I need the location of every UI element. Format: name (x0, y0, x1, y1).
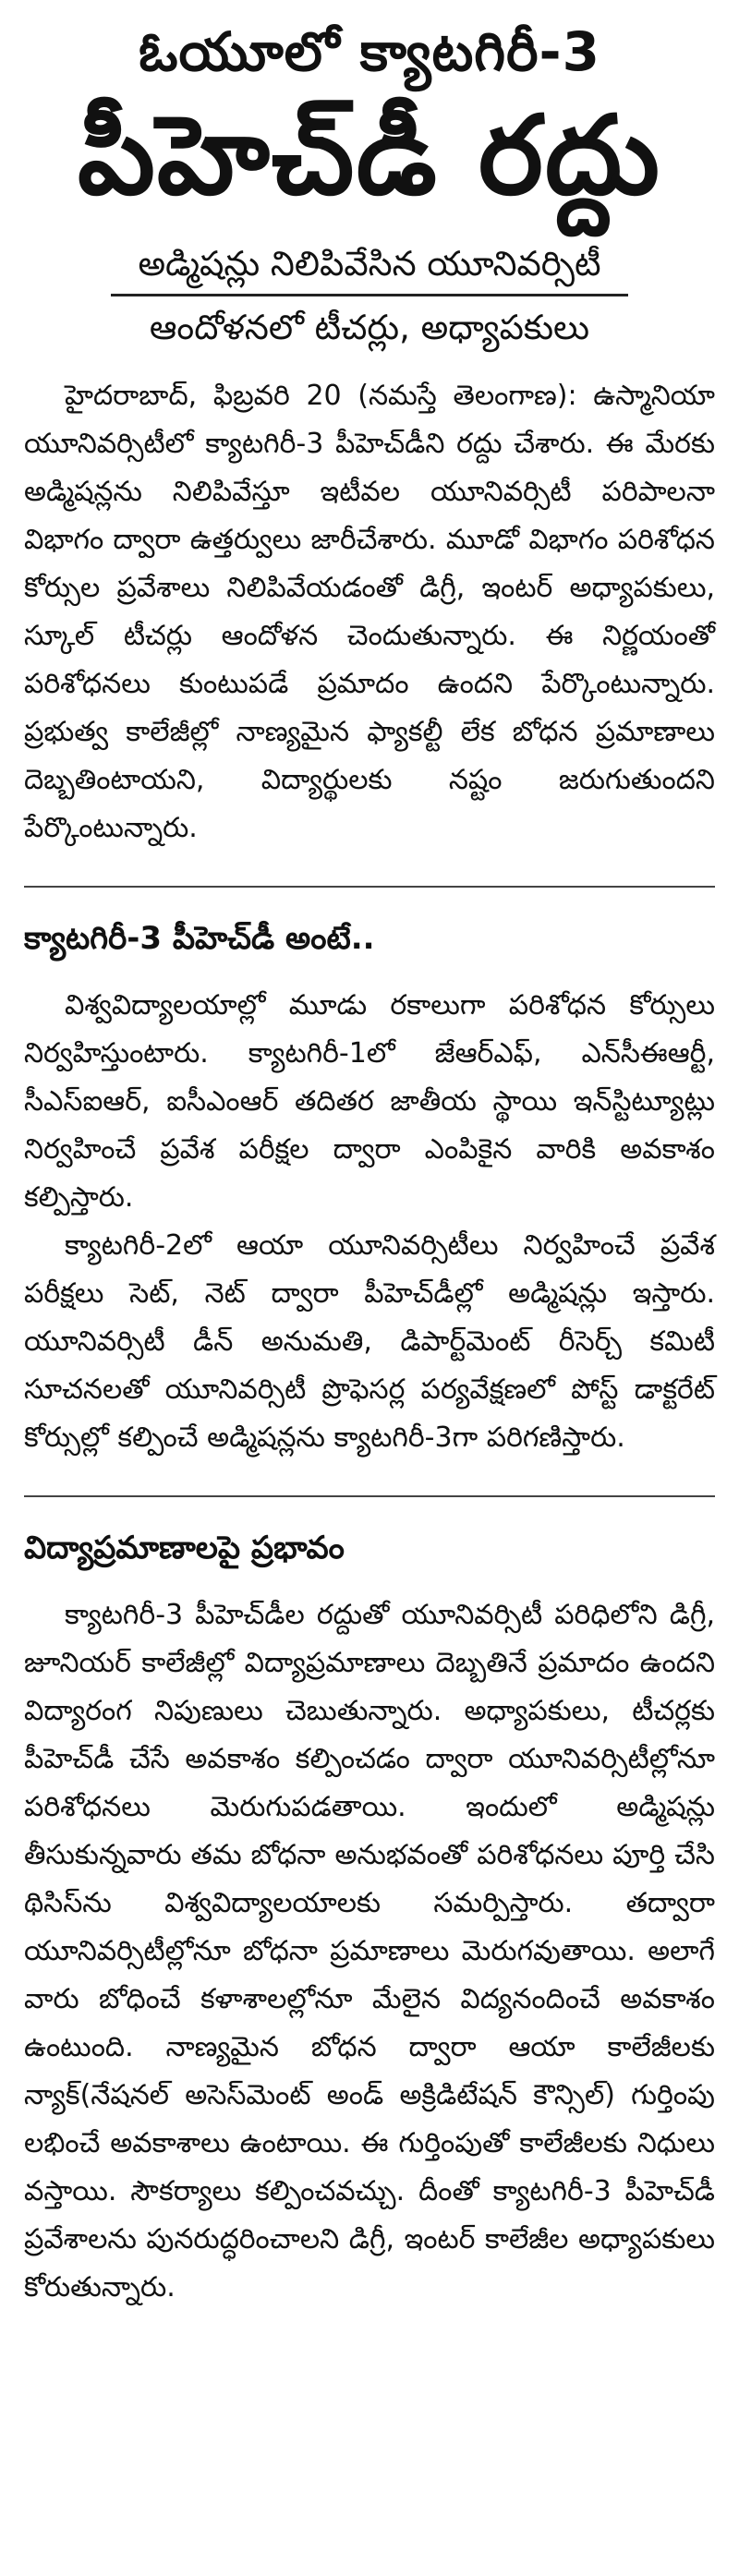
intro-paragraph: హైదరాబాద్, ఫిబ్రవరి 20 (నమస్తే తెలంగాణ): ఉస్మానియా యూనివర్సిటీలో క్యాటగిరీ-3 పీహెచ్‌డీని రద్దు చేశారు. ఈ మేరకు అడ్మిషన్లను నిలిపివేస్తూ ఇటీవల యూనివర్సిటీ పరిపాలనా విభాగం ద్వారా ఉత్తర్వులు జారీచేశారు. మూడో విభాగం పరిశోధన కోర్సుల ప్రవేశాలు నిలిపివేయడంతో డిగ్రీ, ఇంటర్ అధ్యాపకులు, స్కూల్ టీచర్లు ఆందోళన చెందుతున్నారు. ఈ నిర్ణయంతో పరిశోధనలు కుంటుపడే ప్రమాదం ఉందని పేర్కొంటున్నారు. ప్రభుత్వ కాలేజీల్లో నాణ్యమైన ఫ్యాకల్టీ లేక బోధన ప్రమాణాలు దెబ్బతింటాయని, విద్యార్థులకు నష్టం జరుగుతుందని పేర్కొంటున్నారు. (24, 380, 715, 844)
subheading-impact: విద్యాప్రమాణాలపై ప్రభావం (24, 1530, 345, 1566)
section-divider (24, 1495, 715, 1497)
deck-divider (111, 294, 628, 296)
deck-secondary: ఆందోళనలో టీచర్లు, అధ్యాపకులు (149, 308, 590, 347)
section2-paragraph1: క్యాటగిరీ-3 పీహెచ్‌డీల రద్దుతో యూనివర్సిటీ పరిధిలోని డిగ్రీ, జూనియర్ కాలేజీల్లో విద్యాప్రమాణాలు దెబ్బతినే ప్రమాదం ఉందని విద్యారంగ నిపుణులు చెబుతున్నారు. అధ్యాపకులు, టీచర్లకు పీహెచ్‌డీ చేసే అవకాశం కల్పించడం ద్వారా యూనివర్సిటీల్లోనూ పరిశోధనలు మెరుగుపడతాయి. ఇందులో అడ్మిషన్లు తీసుకున్నవారు తమ బోధనా అనుభవంతో పరిశోధనలు పూర్తి చేసి థిసిస్‌ను విశ్వవిద్యాలయాలకు సమర్పిస్తారు. తద్వారా యూనివర్సిటీల్లోనూ బోధనా ప్రమాణాలు మెరుగవుతాయి. అలాగే వారు బోధించే కళాశాలల్లోనూ మేలైన విద్యనందించే అవకాశం ఉంటుంది. నాణ్యమైన బోధన ద్వారా ఆయా కాలేజీలకు న్యాక్(నేషనల్ అసెస్‌మెంట్ అండ్ అక్రిడిటేషన్ కౌన్సిల్) గుర్తింపు లభించే అవకాశాలు ఉంటాయి. ఈ గుర్తింపుతో కాలేజీలకు నిధులు వస్తాయి. సౌకర్యాలు కల్పించవచ్చు. దీంతో క్యాటగిరీ-3 పీహెచ్‌డీ ప్రవేశాలను పునరుద్ధరించాలని డిగ్రీ, ఇంటర్ కాలేజీల అధ్యాపకులు కోరుతున్నారు. (24, 1599, 715, 2304)
subheading-category3: క్యాటగిరీ-3 పీహెచ్‌డీ అంటే.. (24, 920, 375, 957)
deck-primary: అడ్మిషన్లు నిలిపివేసిన యూనివర్సిటీ (138, 244, 601, 284)
section1-paragraph2: క్యాటగిరీ-2లో ఆయా యూనివర్సిటీలు నిర్వహించే ప్రవేశ పరీక్షలు సెట్, నెట్ ద్వారా పీహెచ్‌డీల్లో అడ్మిషన్లు ఇస్తారు. యూనివర్సిటీ డీన్ అనుమతి, డిపార్ట్‌మెంట్ రీసెర్చ్ కమిటీ సూచనలతో యూనివర్సిటీ ప్రొఫెసర్ల పర్యవేక్షణలో పోస్ట్ డాక్టరేట్ కోర్సుల్లో కల్పించే అడ్మిషన్లను క్యాటగిరీ-3గా పరిగణిస్తారు. (24, 1229, 715, 1454)
section1-paragraph1: విశ్వవిద్యాలయాల్లో మూడు రకాలుగా పరిశోధన కోర్సులు నిర్వహిస్తుంటారు. క్యాటగిరీ-1లో జేఆర్ఎఫ్, ఎన్‌సీఈఆర్టీ, సీఎస్ఐఆర్, ఐసీఎంఆర్ తదితర జాతీయ స్థాయి ఇన్‌స్టిట్యూట్లు నిర్వహించే ప్రవేశ పరీక్షల ద్వారా ఎంపికైన వారికి అవకాశం కల్పిస్తారు. (24, 989, 715, 1214)
kicker: ఓయూలో క్యాటగిరీ-3 (139, 20, 600, 83)
headline: పీహెచ్‌డీ రద్దు (78, 91, 661, 219)
section-divider (24, 886, 715, 888)
